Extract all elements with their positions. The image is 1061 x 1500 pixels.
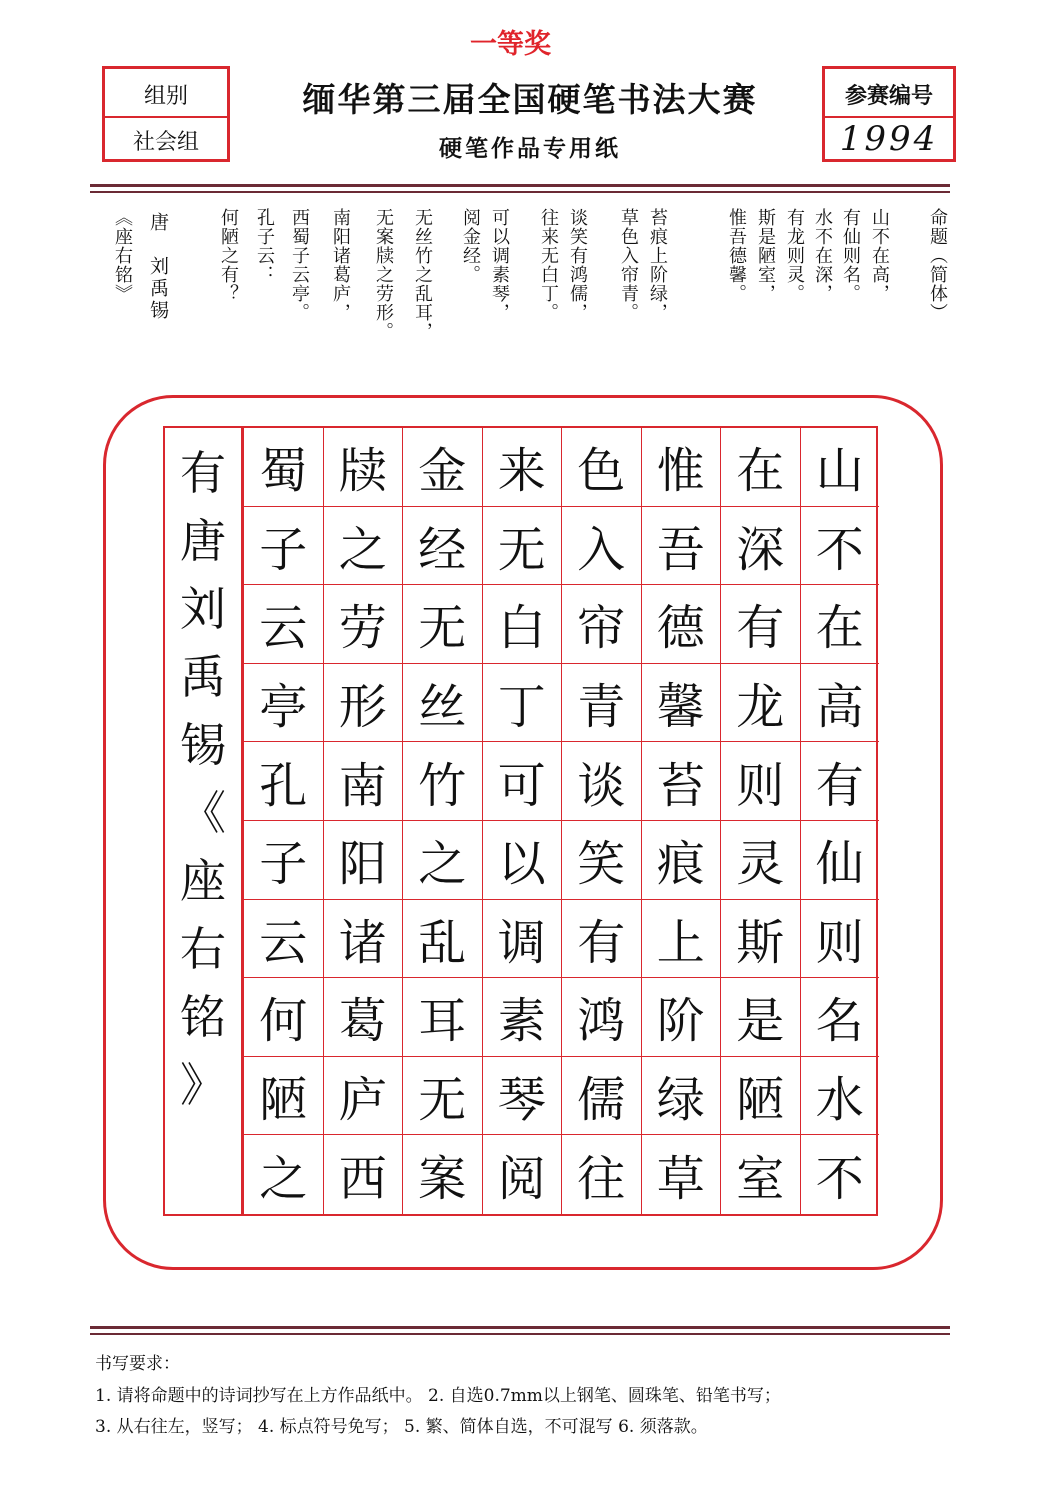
grid-cell: 琴 — [483, 1057, 562, 1136]
grid-cell: 不 — [801, 507, 880, 586]
grid-cell: 牍 — [324, 428, 403, 507]
grid-cell: 之 — [403, 821, 482, 900]
grid-cell: 名 — [801, 978, 880, 1057]
grid-column — [800, 428, 880, 1214]
grid-cell: 馨 — [642, 664, 721, 743]
number-label: 参赛编号 — [844, 82, 933, 109]
grid-cell: 亭 — [244, 664, 323, 743]
prompt-line: 阅金经。 — [460, 208, 481, 284]
prompt-line: 可以调素琴， — [489, 208, 510, 322]
grid-cell: 素 — [483, 978, 562, 1057]
grid-cell: 无 — [403, 1057, 482, 1136]
grid-cell: 灵 — [721, 821, 800, 900]
prompt-line: 草色入帘青。 — [618, 208, 639, 322]
grid-cell: 蜀 — [244, 428, 323, 507]
page-subtitle: 硬笔作品专用纸 — [439, 135, 621, 162]
group-box — [102, 66, 230, 162]
prompt-line: 苔痕上阶绿， — [647, 208, 668, 322]
requirements-line-2: 3. 从右往左，竖写； 4. 标点符号免写； 5. 繁、简体自选，不可混写 6. 须落款。 — [95, 1417, 708, 1437]
grid-cell: 乱 — [403, 900, 482, 979]
grid-cell: 色 — [562, 428, 641, 507]
grid-cell: 笑 — [562, 821, 641, 900]
signature-char: 《 — [180, 786, 226, 840]
grid-cell: 是 — [721, 978, 800, 1057]
group-divider — [105, 116, 227, 118]
grid-cell: 惟 — [642, 428, 721, 507]
grid-cell: 南 — [324, 742, 403, 821]
grid-cell: 子 — [244, 821, 323, 900]
grid-column — [482, 428, 562, 1214]
prompt-line: 谈笑有鸿儒， — [567, 208, 588, 322]
grid-cell: 仙 — [801, 821, 880, 900]
number-box — [822, 66, 956, 162]
page-title: 缅华第三届全国硬笔书法大赛 — [302, 80, 758, 119]
grid-cell: 耳 — [403, 978, 482, 1057]
grid-cell: 斯 — [721, 900, 800, 979]
grid-cell: 不 — [815, 1151, 864, 1208]
signature-char: 有 — [180, 446, 226, 500]
prompt-line: 水不在深， — [812, 208, 833, 303]
grid-cell: 则 — [801, 900, 880, 979]
grid-cell: 入 — [562, 507, 641, 586]
grid-cell: 葛 — [324, 978, 403, 1057]
grid-cell: 鸿 — [562, 978, 641, 1057]
prompt-line: 南阳诸葛庐， — [330, 208, 351, 322]
prompt-line: 何陋之有？ — [218, 208, 239, 303]
signature-char: 铭 — [180, 990, 226, 1044]
grid-column — [561, 428, 641, 1214]
grid-cell: 云 — [244, 900, 323, 979]
grid-cell: 可 — [483, 742, 562, 821]
grid-cell: 陋 — [244, 1057, 323, 1136]
grid-cell: 来 — [483, 428, 562, 507]
grid-cell: 劳 — [324, 585, 403, 664]
group-value: 社会组 — [132, 129, 199, 155]
prompt-line: 无案牍之劳形。 — [373, 208, 394, 341]
grid-cell: 陋 — [721, 1057, 800, 1136]
grid-cell: 以 — [483, 821, 562, 900]
grid-cell: 儒 — [562, 1057, 641, 1136]
grid-cell: 有 — [562, 900, 641, 979]
grid-cell: 庐 — [324, 1057, 403, 1136]
grid-cell: 高 — [801, 664, 880, 743]
grid-cell: 西 — [338, 1151, 387, 1208]
grid-cell: 往 — [577, 1151, 626, 1208]
grid-cell: 金 — [403, 428, 482, 507]
prompt-line: 有仙则名。 — [840, 208, 861, 303]
prompt-line: 西蜀子云亭。 — [289, 208, 310, 322]
requirements-line-1: 1. 请将命题中的诗词抄写在上方作品纸中。 2. 自选0.7mm以上钢笔、圆珠笔、铅笔书写； — [95, 1386, 781, 1406]
grid-cell: 龙 — [721, 664, 800, 743]
grid-cell: 丝 — [403, 664, 482, 743]
grid-cell: 山 — [801, 428, 880, 507]
prompt-line: 有龙则灵。 — [784, 208, 805, 303]
prompt-heading: 命题（简体） — [927, 208, 948, 322]
grid-cell: 无 — [403, 585, 482, 664]
header-rule-top — [90, 184, 950, 187]
grid-column — [641, 428, 721, 1214]
prompt-line: 孔子云： — [254, 208, 275, 284]
signature-char: 右 — [180, 922, 226, 976]
signature-char: 》 — [180, 1058, 226, 1112]
grid-cell: 调 — [483, 900, 562, 979]
grid-cell: 则 — [721, 742, 800, 821]
footer-rule-top — [90, 1326, 950, 1329]
grid-cell: 阶 — [642, 978, 721, 1057]
requirements-heading: 书写要求： — [95, 1354, 180, 1374]
prompt-line: 山不在高， — [869, 208, 890, 303]
grid-cell: 室 — [736, 1151, 785, 1208]
signature-char: 唐 — [180, 514, 226, 568]
signature-char: 禹 — [180, 650, 226, 704]
grid-cell: 阅 — [497, 1151, 546, 1208]
writing-grid — [163, 426, 878, 1216]
prompt-author: 唐 刘禹锡 — [147, 212, 169, 322]
grid-cell: 孔 — [244, 742, 323, 821]
grid-cell: 深 — [721, 507, 800, 586]
grid-cell: 云 — [244, 585, 323, 664]
grid-cell: 在 — [721, 428, 800, 507]
grid-cell: 案 — [418, 1151, 467, 1208]
prompt-line: 斯是陋室， — [755, 208, 776, 303]
group-label: 组别 — [143, 83, 188, 109]
grid-column — [243, 428, 323, 1214]
grid-cell: 白 — [483, 585, 562, 664]
grid-cell: 青 — [562, 664, 641, 743]
prompt-line: 惟吾德馨。 — [726, 208, 747, 303]
grid-cell: 痕 — [642, 821, 721, 900]
grid-cell: 有 — [721, 585, 800, 664]
grid-cell: 谈 — [562, 742, 641, 821]
grid-cell: 德 — [642, 585, 721, 664]
grid-cell: 阳 — [324, 821, 403, 900]
signature-char: 座 — [180, 854, 226, 908]
grid-cell: 形 — [324, 664, 403, 743]
grid-cell: 绿 — [642, 1057, 721, 1136]
prompt-work: 《座右铭》 — [112, 208, 133, 303]
grid-cell: 之 — [324, 507, 403, 586]
grid-cell: 帘 — [562, 585, 641, 664]
award-label: 一等奖 — [470, 29, 551, 60]
grid-cell: 无 — [483, 507, 562, 586]
number-value: 1994 — [839, 119, 939, 159]
grid-cell: 吾 — [642, 507, 721, 586]
signature-char: 刘 — [180, 582, 226, 636]
prompt-line: 往来无白丁。 — [538, 208, 559, 322]
signature-char: 锡 — [180, 718, 226, 772]
grid-cell: 水 — [801, 1057, 880, 1136]
grid-cell: 之 — [259, 1151, 308, 1208]
grid-cell: 草 — [656, 1151, 705, 1208]
grid-cell: 竹 — [403, 742, 482, 821]
grid-cell: 上 — [642, 900, 721, 979]
grid-cell: 子 — [244, 507, 323, 586]
grid-column — [720, 428, 800, 1214]
grid-cell: 有 — [801, 742, 880, 821]
grid-cell: 何 — [244, 978, 323, 1057]
footer-rule-bottom — [90, 1333, 950, 1335]
grid-cell: 经 — [403, 507, 482, 586]
header-rule-bottom — [90, 191, 950, 193]
grid-cell: 苔 — [642, 742, 721, 821]
grid-column — [402, 428, 482, 1214]
grid-cell: 诸 — [324, 900, 403, 979]
signature-column — [165, 428, 243, 1214]
grid-cell: 在 — [801, 585, 880, 664]
grid-column — [323, 428, 403, 1214]
prompt-line: 无丝竹之乱耳， — [412, 208, 433, 341]
grid-cell: 丁 — [483, 664, 562, 743]
